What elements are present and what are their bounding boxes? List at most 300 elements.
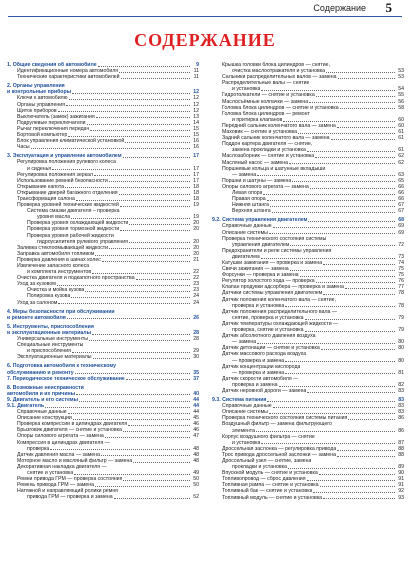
dot-leader xyxy=(109,248,190,249)
dot-leader xyxy=(68,413,190,414)
toc-entry-title: Уход за кузовом xyxy=(17,281,56,288)
dot-leader xyxy=(96,117,190,118)
dot-leader xyxy=(98,66,190,67)
toc-entry-title: Проверка технического состояния системы xyxy=(222,235,327,242)
dot-leader xyxy=(93,358,191,359)
toc-entry-title: Описание системы xyxy=(222,229,268,236)
dot-leader xyxy=(121,78,190,79)
toc-entry-title: Верхняя штанга xyxy=(232,208,271,215)
toc-page-number: 22 xyxy=(193,269,199,276)
dot-leader xyxy=(338,78,395,79)
toc-page-number: 80 xyxy=(398,345,404,352)
dot-leader xyxy=(316,282,395,283)
dot-leader xyxy=(323,498,395,499)
toc-entry-title: Проверка уровня тормозной жидкости xyxy=(27,226,120,233)
toc-entry-title: проверка и замена xyxy=(232,381,278,388)
toc-entry-title: обслуживанию и ремонту xyxy=(7,369,74,376)
toc-page-number: 86 xyxy=(398,415,404,422)
dot-leader xyxy=(45,407,190,408)
toc-page-number: 15 xyxy=(193,132,199,139)
dot-leader xyxy=(267,200,395,201)
dot-leader xyxy=(288,468,395,469)
dot-leader xyxy=(76,394,190,395)
dot-leader xyxy=(76,200,190,201)
toc-entry-title: снятие, проверка и установка xyxy=(232,314,304,321)
dot-leader xyxy=(136,279,190,280)
toc-page-number: 56 xyxy=(398,98,404,105)
toc-entry-title: Выключатель (замок) зажигания xyxy=(17,113,95,120)
toc-entry-title: Левая опора xyxy=(232,189,263,196)
toc-entry-title: Датчик давления масла — замена xyxy=(17,451,100,458)
toc-entry-title: Форсунки — проверка и замена xyxy=(222,272,299,279)
dot-leader xyxy=(125,142,190,143)
toc-entry-title: Опоры силового агрегата — замена xyxy=(222,183,309,190)
toc-page-number: 20 xyxy=(193,220,199,227)
toc-page-number: 53 xyxy=(398,68,404,75)
toc-entry-title: Щиток приборов xyxy=(17,107,57,114)
toc-page-number: 44 xyxy=(193,396,199,403)
toc-entry-title: Моторное масло и масляный фильтр — замена xyxy=(17,457,133,464)
dot-leader xyxy=(50,449,190,450)
dot-leader xyxy=(101,455,190,456)
toc-page-number: 81 xyxy=(398,369,404,376)
dot-leader xyxy=(79,401,190,402)
toc-entry-title: привода ГРМ — проверка и замена xyxy=(27,494,113,501)
toc-page-number: 35 xyxy=(193,369,199,376)
toc-page-number: 74 xyxy=(398,260,404,266)
toc-page-number: 12 xyxy=(193,89,199,96)
toc-page-number: 28 xyxy=(193,329,199,336)
toc-entry-title: 4. Меры безопасности при обслуживании xyxy=(7,308,115,315)
toc-entry-title: Впускной модуль — снятие и установка xyxy=(222,470,318,477)
toc-page-number: 28 xyxy=(193,336,199,343)
toc-entry-title: и контрольные приборы xyxy=(7,89,72,96)
dot-leader xyxy=(345,288,395,289)
toc-page-number: 76 xyxy=(398,278,404,285)
toc-entry-title: Рычаг переключения передач xyxy=(17,125,90,132)
toc-entry-title: Топливная рампа — снятие и установка xyxy=(222,482,319,489)
toc-entry-title: 9.1. Двигатель xyxy=(7,402,45,409)
toc-page-number: 73 xyxy=(398,253,404,260)
toc-page-number: 79 xyxy=(398,327,404,334)
toc-page-number: 19 xyxy=(193,202,199,209)
dot-leader xyxy=(310,188,395,189)
toc-page-number: 72 xyxy=(398,241,404,248)
toc-entry-title: Датчики системы управления двигателем xyxy=(222,290,323,297)
toc-entry-title: Маслозаборник — снятие и установка xyxy=(222,153,315,160)
toc-entry-title: Справочные данные xyxy=(17,409,67,416)
dot-leader xyxy=(337,456,395,457)
toc-entry-title: проверка и установка xyxy=(232,302,285,309)
toc-page-number: 63 xyxy=(398,171,404,178)
dot-leader xyxy=(72,93,190,94)
toc-entry-title: 8. Возможные неисправности xyxy=(7,384,84,391)
toc-page-number: 24 xyxy=(193,299,199,306)
toc-entry-title: Заправка автомобиля топливом xyxy=(17,250,95,257)
toc-page-number: 69 xyxy=(398,223,404,230)
dot-leader xyxy=(95,486,190,487)
dot-leader xyxy=(261,443,395,444)
toc-page-number: 15 xyxy=(193,125,199,132)
dot-leader xyxy=(102,261,190,262)
toc-entry-title: Регулятор холостого хода — проверка xyxy=(222,278,315,285)
dot-leader xyxy=(309,102,395,103)
toc-entry-title: Очистка и мойка кузова xyxy=(27,287,85,294)
toc-entry-title: Поршневые кольца и шатунные вкладыши xyxy=(222,165,326,172)
toc-page-number: 47 xyxy=(193,433,199,440)
toc-entry-title: Масляный насос — замена xyxy=(222,159,289,166)
toc-page-number: 18 xyxy=(193,195,199,202)
toc-page-number: 62 xyxy=(398,153,404,160)
toc-entry-title: Поддон картера двигателя — снятие, xyxy=(222,141,313,148)
dot-leader xyxy=(129,224,190,225)
toc-entry-title: Натяжной и направляющий ролики ремня xyxy=(17,488,118,495)
toc-page-number: 11 xyxy=(193,74,199,81)
toc-page-number: 37 xyxy=(193,375,199,382)
toc-entry-title: прокладки и установка xyxy=(232,464,287,471)
dot-leader xyxy=(298,133,395,134)
dot-leader xyxy=(315,157,395,158)
page-header xyxy=(0,0,410,18)
toc-entry-title: Блок управления климатической установкой xyxy=(17,138,125,145)
toc-entry-title: Проверка уровней технических жидкостей xyxy=(17,202,119,209)
toc-page-number: 48 xyxy=(193,445,199,452)
toc-entry-title: 7. Периодическое техническое обслуживание xyxy=(7,375,125,382)
dot-leader xyxy=(263,194,395,195)
toc-entry-title: Извлечение запасного колеса xyxy=(17,263,90,269)
toc-entry-title: Воздушный фильтр — замена фильтрующего xyxy=(222,421,332,428)
toc-page-number: 67 xyxy=(398,202,404,209)
toc-entry-title: и ремонте автомобиля xyxy=(7,314,66,321)
dot-leader xyxy=(71,297,190,298)
toc-page-number: 61 xyxy=(398,135,404,142)
toc-entry-title: Крышка головки блока цилиндров — снятие, xyxy=(222,62,330,68)
toc-page-number: 17 xyxy=(193,171,199,178)
toc-entry-title: 9.2. Система управления двигателем xyxy=(212,217,308,224)
toc-entry-title: Датчик неровной дороги — замена xyxy=(222,387,307,394)
toc-entry-title: Датчик детонации — снятие и установка xyxy=(222,345,320,352)
toc-entry-title: Универсальные инструменты xyxy=(17,336,88,343)
dot-leader xyxy=(66,105,190,106)
toc-page-number: 66 xyxy=(398,189,404,196)
toc-entry-title: Трос привода дроссельной заслонки — замена xyxy=(222,451,337,458)
toc-entry-title: Маховик — снятие и установка xyxy=(222,129,297,136)
toc-page-number: 52 xyxy=(193,494,199,501)
toc-entry-title: Предохранители и реле системы управления xyxy=(222,247,332,254)
dot-leader xyxy=(331,139,395,140)
dot-leader xyxy=(129,242,190,243)
toc-entry-title: Часы xyxy=(17,144,30,151)
toc-page-number: 17 xyxy=(193,165,199,172)
dot-leader xyxy=(94,175,190,176)
toc-page-number: 12 xyxy=(193,107,199,114)
dot-leader xyxy=(269,413,395,414)
toc-entry-title: Проверка технического состояния системы питания xyxy=(222,415,348,422)
toc-entry-title: очистка маслоотражателя и установка xyxy=(232,68,325,75)
dot-leader xyxy=(261,90,395,91)
toc-entry-title: — замена xyxy=(232,171,257,178)
dot-leader xyxy=(285,361,395,362)
toc-entry-title: Ключи к автомобилю xyxy=(17,95,68,102)
toc-entry-title: Трансформация салона xyxy=(17,195,75,202)
toc-entry-title: Головка блока цилиндров — ремонт xyxy=(222,110,310,117)
header-title: Содержание xyxy=(313,3,366,13)
toc-page-number: 19 xyxy=(193,214,199,221)
toc-page-number: 78 xyxy=(398,290,404,297)
toc-entry-title: и эксплуатационные материалы xyxy=(7,329,92,336)
toc-entry-title: 6. Подготовка автомобиля к техническому xyxy=(7,363,117,370)
dot-leader xyxy=(340,108,395,109)
toc-entry-title: Проверка уровня рабочей жидкости xyxy=(27,232,114,239)
toc-entry-title: Маслосъёмные колпачки — замена xyxy=(222,98,309,105)
toc-page-number: 49 xyxy=(193,470,199,476)
toc-page-number: 23 xyxy=(193,287,199,294)
dot-leader xyxy=(65,187,190,188)
toc-entry-title: Датчик концентрации кислорода xyxy=(222,363,301,370)
toc-page-number: 80 xyxy=(398,339,404,346)
dot-leader xyxy=(257,175,395,176)
dot-leader xyxy=(308,221,395,222)
toc-page-number: 61 xyxy=(398,129,404,136)
toc-page-number: 83 xyxy=(398,387,404,394)
toc-entry-title: Открывание капота xyxy=(17,183,65,190)
toc-entry-title: Гидротолкатели — снятие и установка xyxy=(222,92,315,99)
toc-entry-title: Регулировка положения зеркал xyxy=(17,171,93,178)
dot-leader xyxy=(290,270,395,271)
toc-page-number: 16 xyxy=(193,138,199,145)
toc-page-number: 54 xyxy=(398,86,404,93)
dot-leader xyxy=(75,373,190,374)
dot-leader xyxy=(57,285,190,286)
toc-entry-title: и приспособления xyxy=(27,348,71,355)
toc-entry-title: Очистка двигателя и подкапотного пространства xyxy=(17,275,135,282)
toc-page-number: 88 xyxy=(398,451,404,458)
toc-page-number: 26 xyxy=(193,314,199,321)
toc-page-number: 17 xyxy=(193,177,199,184)
dot-leader xyxy=(67,318,190,319)
dot-leader xyxy=(123,157,190,158)
dot-leader xyxy=(261,258,395,259)
toc-entry-title: Технические характеристики автомобилей xyxy=(17,74,120,81)
toc-entry-title: Использование ремней безопасности xyxy=(17,177,108,184)
toc-entry-title: 2. Органы управления xyxy=(7,83,65,90)
dot-leader xyxy=(283,121,395,122)
toc-page-number: 91 xyxy=(398,482,404,489)
toc-page-number: 12 xyxy=(193,101,199,108)
toc-entry-title: проверка, снятие и установка xyxy=(232,327,304,334)
toc-entry-title: Брызговик двигателя — снятие и установка xyxy=(17,427,122,434)
dot-leader xyxy=(119,194,190,195)
toc-entry-title: Справочные данные xyxy=(222,403,272,410)
toc-entry-title: Сальники распределительных валов — замена xyxy=(222,74,337,81)
toc-page-number: 17 xyxy=(193,153,199,160)
dot-leader xyxy=(85,291,190,292)
toc-entry-title: замена прокладки и установка xyxy=(232,147,306,154)
toc-entry-title: Заливка стеклоомывающей жидкости xyxy=(17,244,109,251)
toc-page-number: 87 xyxy=(398,439,404,446)
toc-entry-title: Подрулевые переключатели xyxy=(17,119,86,126)
dot-leader xyxy=(72,352,190,353)
toc-entry-title: Проверка давления в шинах колес xyxy=(17,256,101,263)
toc-entry-title: Поршни и шатуны — замена xyxy=(222,177,292,184)
toc-page-number: 77 xyxy=(398,284,404,291)
toc-page-number: 24 xyxy=(193,293,199,300)
toc-page-number: 83 xyxy=(398,409,404,416)
toc-page-number: 86 xyxy=(398,427,404,434)
dot-leader xyxy=(313,492,395,493)
page-number: 5 xyxy=(385,0,392,15)
toc-entry-title: Датчик скорости автомобиля — xyxy=(222,375,299,382)
toc-page-number: 11 xyxy=(193,68,199,75)
dot-leader xyxy=(272,212,395,213)
toc-page-number: 20 xyxy=(193,244,199,251)
dot-leader xyxy=(52,169,190,170)
toc-page-number: 60 xyxy=(398,116,404,123)
toc-page-number: 91 xyxy=(398,476,404,483)
toc-page-number: 40 xyxy=(193,390,199,397)
toc-entry-title: 9.3. Система питания xyxy=(212,397,267,404)
toc-entry[interactable] xyxy=(212,495,404,501)
toc-page-number: 30 xyxy=(193,354,199,361)
toc-entry-title: Корпус воздушного фильтра — снятие xyxy=(222,433,315,440)
toc-entry-title: 1. Общие сведения об автомобиле xyxy=(7,62,97,68)
toc-entry-title: снятие и установка xyxy=(27,470,74,476)
dot-leader xyxy=(87,124,190,125)
toc-page-number: 20 xyxy=(193,238,199,245)
dot-leader xyxy=(256,431,395,432)
toc-entry-title: Справочные данные xyxy=(222,223,272,230)
dot-leader xyxy=(348,419,395,420)
dot-leader xyxy=(90,130,190,131)
toc-entry-title: Правая опора xyxy=(232,196,266,203)
toc-page-number: 16 xyxy=(193,144,199,151)
toc-entry-title: 3. Эксплуатация и управление автомобилем xyxy=(7,153,122,160)
toc-entry[interactable] xyxy=(7,494,199,500)
toc-page-number: 53 xyxy=(398,74,404,81)
toc-entry-title: Датчик температуры охлаждающей жидкости — xyxy=(222,320,339,327)
dot-leader xyxy=(326,72,395,73)
toc-page-number: 44 xyxy=(193,409,199,416)
toc-page-number: 50 xyxy=(193,476,199,483)
dot-leader xyxy=(305,331,395,332)
toc-entry-title: и комплекта инструментов xyxy=(27,269,92,276)
toc-page-number: 21 xyxy=(193,256,199,263)
toc-page-number: 14 xyxy=(193,119,199,126)
toc-entry-title: 9. Двигатель и его системы xyxy=(7,396,79,403)
toc-entry-title: Полировка кузова xyxy=(27,293,71,300)
toc-entry-title: управления двигателем xyxy=(232,241,290,248)
toc-entry-title: и сиденья xyxy=(27,165,52,172)
dot-leader xyxy=(285,306,395,307)
dot-leader xyxy=(323,264,395,265)
toc-entry-title: Описание конструкции xyxy=(17,415,72,422)
dot-leader xyxy=(120,206,190,207)
toc-entry-title: проверка xyxy=(27,445,50,452)
dot-leader xyxy=(128,425,190,426)
toc-page-number: 83 xyxy=(398,403,404,410)
toc-page-number: 68 xyxy=(398,217,404,224)
toc-entry-title: Топливный модуль — снятие и установка xyxy=(222,494,323,501)
header-rule xyxy=(8,16,402,17)
toc-entry-title: Проверка компрессии в цилиндрах двигателя xyxy=(17,421,128,428)
toc-page-number: 48 xyxy=(193,457,199,464)
toc-entry-title: Свечи зажигания — замена xyxy=(222,266,289,273)
dot-leader xyxy=(105,437,190,438)
toc-entry-title: Компрессия в цилиндрах двигателя — xyxy=(17,439,110,446)
dot-leader xyxy=(119,72,190,73)
toc-page-number: 46 xyxy=(193,421,199,428)
toc-page-number: 66 xyxy=(398,196,404,203)
toc-entry-title: Задний сальник коленчатого вала — замена xyxy=(222,135,330,142)
toc-entry-title: Клапан продувки адсорбера — проверка и замена xyxy=(222,284,344,291)
dot-leader xyxy=(269,233,395,234)
toc-entry-title: Ремни привода ГРМ — проверка состояния xyxy=(17,476,123,483)
dot-leader xyxy=(270,206,395,207)
dot-leader xyxy=(307,392,395,393)
toc-entry-title: Нижняя штанга xyxy=(232,202,269,209)
toc-page-number: 93 xyxy=(398,494,404,501)
toc-page-number: 22 xyxy=(193,275,199,282)
dot-leader xyxy=(92,273,190,274)
dot-leader xyxy=(273,227,395,228)
toc-page-number: 79 xyxy=(398,314,404,321)
toc-entry-title: Датчик массового расхода воздуха xyxy=(222,351,307,358)
toc-column-right xyxy=(212,62,404,501)
toc-page-number: 9 xyxy=(196,62,199,68)
toc-page-number: 55 xyxy=(398,92,404,99)
toc-entry-title: Распределительные валы — снятие xyxy=(222,80,310,87)
dot-leader xyxy=(305,319,395,320)
toc-page-number: 88 xyxy=(398,445,404,452)
dot-leader xyxy=(92,334,190,335)
toc-page-number: 65 xyxy=(398,177,404,184)
toc-page-number: 48 xyxy=(193,451,199,458)
page-title: СОДЕРЖАНИЕ xyxy=(134,30,276,50)
toc-entry-title: автомобиля и их причины xyxy=(7,390,76,397)
toc-entry-title: и установка xyxy=(232,439,261,446)
dot-leader xyxy=(95,255,190,256)
dot-leader xyxy=(337,127,395,128)
toc-page-number: 60 xyxy=(398,122,404,129)
dot-leader xyxy=(133,462,190,463)
dot-leader xyxy=(285,373,395,374)
toc-page-number: 90 xyxy=(398,470,404,477)
toc-page-number: 92 xyxy=(398,488,404,495)
toc-entry-title: Дроссельная заслонка — регулировка привода xyxy=(222,445,337,452)
toc-page-number: 45 xyxy=(193,415,199,422)
toc-entry-title: Органы управления xyxy=(17,101,65,108)
toc-entry-title: Уход за салоном xyxy=(17,299,58,306)
dot-leader xyxy=(74,474,190,475)
toc-page-number: 83 xyxy=(398,397,404,404)
dot-leader xyxy=(123,480,190,481)
dot-leader xyxy=(31,148,190,149)
dot-leader xyxy=(320,486,395,487)
dot-leader xyxy=(321,349,395,350)
dot-leader xyxy=(68,136,190,137)
toc-entry-title: Датчик положения распределительного вала — xyxy=(222,308,338,315)
toc-entry-title: Декоративная накладка двигателя — xyxy=(17,463,107,470)
toc-page-number: 62 xyxy=(398,159,404,166)
dot-leader xyxy=(69,99,190,100)
toc-entry-title: Идентификационные номера автомобиля xyxy=(17,68,119,75)
toc-entry-title: Передний сальник коленчатого вала — замена xyxy=(222,122,336,129)
dot-leader xyxy=(290,245,395,246)
dot-leader xyxy=(316,96,395,97)
dot-leader xyxy=(58,111,190,112)
toc-page-number: 75 xyxy=(398,272,404,279)
dot-leader xyxy=(109,181,190,182)
